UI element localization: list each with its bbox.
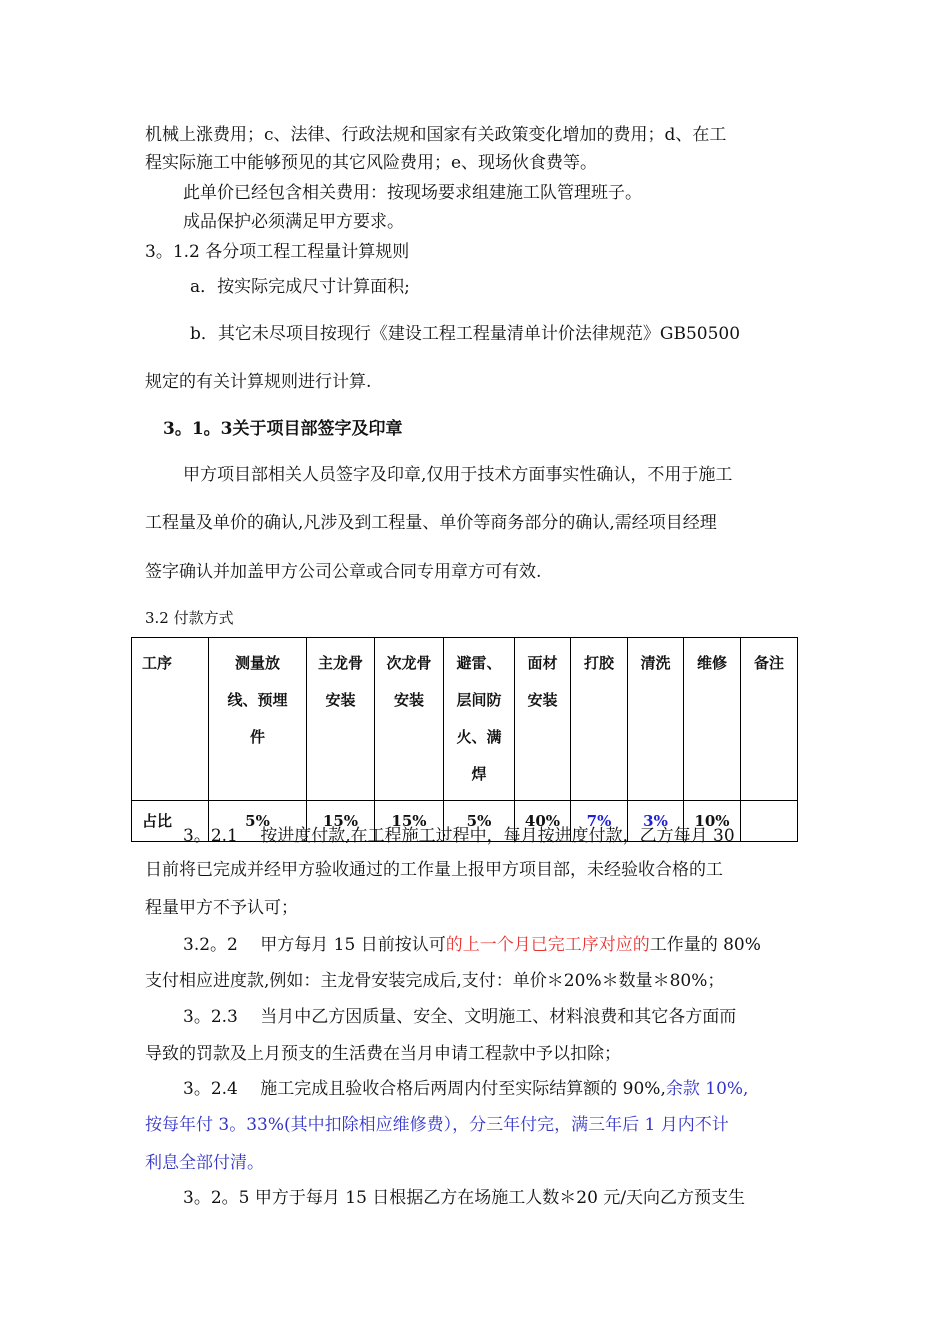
header-secondary-keel: 次龙骨 安装 xyxy=(375,638,444,801)
cell-maintenance: 10% xyxy=(684,801,741,842)
cell-survey: 5% xyxy=(209,801,307,842)
cell-cleaning: 3% xyxy=(628,801,684,842)
clause-3-2-4-highlight: 余款 10%, xyxy=(665,1079,749,1099)
header-main-keel: 主龙骨 安装 xyxy=(307,638,375,801)
cell-main-keel: 15% xyxy=(307,801,375,842)
clause-3-2-2-text-a: 3.2。2 甲方每月 15 日前按认可 xyxy=(183,935,446,955)
header-lightning: 避雷、 层间防 火、满 焊 xyxy=(444,638,515,801)
header-remarks: 备注 xyxy=(741,638,798,801)
clause-3-2-2-text-c: 工作量的 80% xyxy=(649,935,761,955)
clause-3-2-4-line3: 利息全部付清。 xyxy=(145,1153,264,1173)
clause-3-2-1-line2: 日前将已完成并经甲方验收通过的工作量上报甲方项目部，未经验收合格的工 xyxy=(145,860,723,880)
clause-3-2-5-line1: 3。2。5 甲方于每月 15 日根据乙方在场施工人数＊20 元/天向乙方预支生 xyxy=(183,1188,746,1208)
paragraph-product-protection: 成品保护必须满足甲方要求。 xyxy=(183,212,404,232)
list-item-a: a．按实际完成尺寸计算面积; xyxy=(190,277,410,297)
paragraph-cost-list-1: 机械上涨费用；c、法律、行政法规和国家有关政策变化增加的费用；d、在工 xyxy=(145,125,727,145)
clause-3-2-3-line2: 导致的罚款及上月预支的生活费在当月申请工程款中予以扣除； xyxy=(145,1044,621,1064)
paragraph-signature-2: 工程量及单价的确认,凡涉及到工程量、单价等商务部分的确认,需经项目经理 xyxy=(145,513,717,533)
clause-3-2-3-line1: 3。2.3 当月中乙方因质量、安全、文明施工、材料浪费和其它各方面而 xyxy=(183,1007,737,1027)
cell-sealant: 7% xyxy=(571,801,628,842)
header-cleaning: 清洗 xyxy=(628,638,684,801)
header-process: 工序 xyxy=(132,638,209,801)
clause-3-2-2-line1 xyxy=(183,934,853,956)
paragraph-signature-3: 签字确认并加盖甲方公司公章或合同专用章方可有效. xyxy=(145,562,542,582)
paragraph-cost-list-2: 程实际施工中能够预见的其它风险费用；e、现场伙食费等。 xyxy=(145,153,598,173)
list-item-b-line2: 规定的有关计算规则进行计算. xyxy=(145,372,372,392)
list-item-b-line1: b．其它未尽项目按现行《建设工程工程量清单计价法律规范》GB50500 xyxy=(190,324,741,344)
clause-3-2-1-line1: 3。2.1 按进度付款,在工程施工过程中，每月按进度付款，乙方每月 30 xyxy=(183,826,735,846)
cell-secondary-keel: 15% xyxy=(375,801,444,842)
paragraph-unit-price: 此单价已经包含相关费用：按现场要求组建施工队管理班子。 xyxy=(183,183,642,203)
table-header-row xyxy=(132,638,798,801)
clause-3-2-2-highlight: 的上一个月已完工序对应的 xyxy=(445,935,650,955)
header-sealant: 打胶 xyxy=(571,638,628,801)
row-label-ratio: 占比 xyxy=(132,801,209,842)
clause-3-2-4-text-a: 3。2.4 施工完成且验收合格后两周内付至实际结算额的 90%, xyxy=(183,1079,666,1099)
cell-lightning: 5% xyxy=(444,801,515,842)
clause-3-2-4-line2: 按每年付 3。33%(其中扣除相应维修费），分三年付完，满三年后 1 月内不计 xyxy=(145,1115,729,1135)
header-survey: 测量放 线、预埋 件 xyxy=(209,638,307,801)
cell-panel: 40% xyxy=(515,801,571,842)
heading-3-2: 3.2 付款方式 xyxy=(145,609,234,627)
header-maintenance: 维修 xyxy=(684,638,741,801)
clause-3-2-1-line3: 程量甲方不予认可； xyxy=(145,898,298,918)
header-panel: 面材 安装 xyxy=(515,638,571,801)
paragraph-signature-1: 甲方项目部相关人员签字及印章,仅用于技术方面事实性确认，不用于施工 xyxy=(183,465,733,485)
clause-3-2-4-line1 xyxy=(183,1078,853,1100)
payment-table xyxy=(131,637,798,842)
heading-3-1-2: 3。1.2 各分项工程工程量计算规则 xyxy=(145,242,410,262)
clause-3-2-2-line2: 支付相应进度款,例如：主龙骨安装完成后,支付：单价＊20%＊数量＊80%； xyxy=(145,971,725,991)
heading-3-1-3: 3。1。3关于项目部签字及印章 xyxy=(163,419,403,439)
